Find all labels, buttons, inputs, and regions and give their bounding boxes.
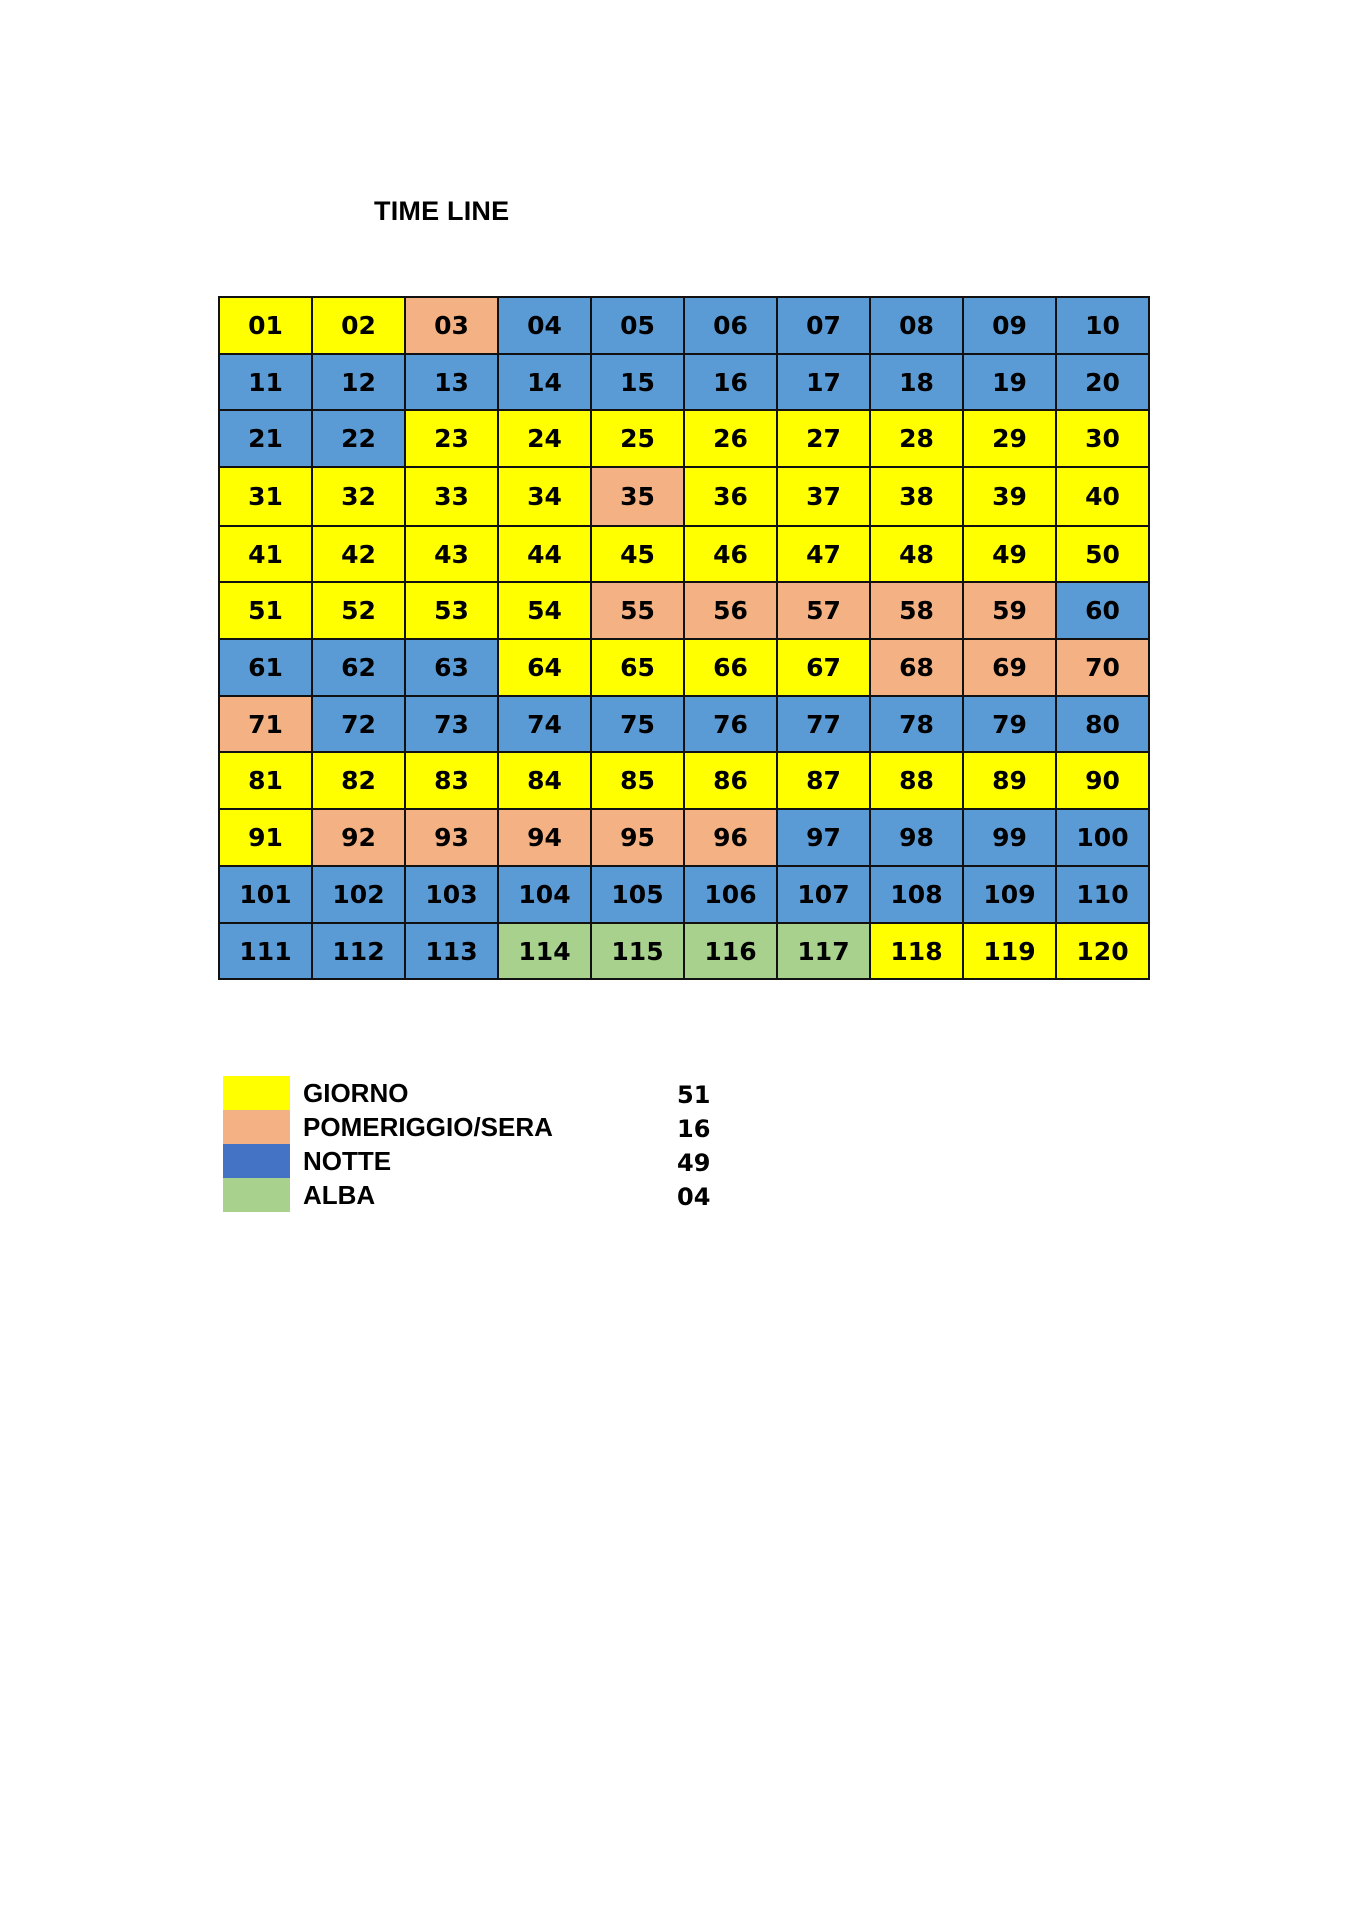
- timeline-cell: 72: [313, 697, 406, 753]
- timeline-cell: 52: [313, 583, 406, 640]
- timeline-cell: 113: [406, 924, 499, 980]
- timeline-cell: 114: [499, 924, 592, 980]
- timeline-cell: 49: [964, 527, 1057, 583]
- timeline-cell: 85: [592, 753, 685, 810]
- timeline-cell: 35: [592, 468, 685, 527]
- timeline-cell: 18: [871, 355, 964, 411]
- timeline-cell: 43: [406, 527, 499, 583]
- legend-count: 04: [677, 1183, 711, 1211]
- timeline-cell: 58: [871, 583, 964, 640]
- legend-row: [223, 1178, 823, 1212]
- timeline-cell: 46: [685, 527, 778, 583]
- timeline-cell: 30: [1057, 411, 1150, 468]
- timeline-cell: 42: [313, 527, 406, 583]
- timeline-cell: 28: [871, 411, 964, 468]
- timeline-cell: 94: [499, 810, 592, 867]
- timeline-cell: 77: [778, 697, 871, 753]
- timeline-cell: 101: [220, 867, 313, 924]
- timeline-cell: 91: [220, 810, 313, 867]
- timeline-cell: 109: [964, 867, 1057, 924]
- timeline-cell: 04: [499, 298, 592, 355]
- timeline-cell: 66: [685, 640, 778, 697]
- timeline-cell: 86: [685, 753, 778, 810]
- timeline-cell: 106: [685, 867, 778, 924]
- timeline-cell: 33: [406, 468, 499, 527]
- timeline-cell: 56: [685, 583, 778, 640]
- timeline-cell: 34: [499, 468, 592, 527]
- timeline-cell: 19: [964, 355, 1057, 411]
- timeline-cell: 61: [220, 640, 313, 697]
- timeline-cell: 97: [778, 810, 871, 867]
- timeline-cell: 105: [592, 867, 685, 924]
- timeline-cell: 67: [778, 640, 871, 697]
- timeline-cell: 68: [871, 640, 964, 697]
- timeline-cell: 29: [964, 411, 1057, 468]
- legend-swatch: [223, 1076, 290, 1110]
- timeline-cell: 84: [499, 753, 592, 810]
- timeline-cell: 60: [1057, 583, 1150, 640]
- timeline-cell: 102: [313, 867, 406, 924]
- timeline-cell: 79: [964, 697, 1057, 753]
- timeline-cell: 50: [1057, 527, 1150, 583]
- timeline-cell: 05: [592, 298, 685, 355]
- timeline-cell: 38: [871, 468, 964, 527]
- timeline-cell: 108: [871, 867, 964, 924]
- timeline-cell: 09: [964, 298, 1057, 355]
- timeline-cell: 70: [1057, 640, 1150, 697]
- timeline-grid: [218, 296, 1150, 980]
- timeline-cell: 41: [220, 527, 313, 583]
- timeline-cell: 08: [871, 298, 964, 355]
- timeline-cell: 16: [685, 355, 778, 411]
- timeline-cell: 01: [220, 298, 313, 355]
- timeline-cell: 22: [313, 411, 406, 468]
- legend-row: [223, 1076, 823, 1110]
- timeline-cell: 89: [964, 753, 1057, 810]
- timeline-cell: 88: [871, 753, 964, 810]
- timeline-cell: 37: [778, 468, 871, 527]
- timeline-cell: 32: [313, 468, 406, 527]
- timeline-cell: 02: [313, 298, 406, 355]
- timeline-cell: 100: [1057, 810, 1150, 867]
- timeline-cell: 76: [685, 697, 778, 753]
- timeline-cell: 17: [778, 355, 871, 411]
- timeline-cell: 95: [592, 810, 685, 867]
- timeline-cell: 75: [592, 697, 685, 753]
- timeline-cell: 11: [220, 355, 313, 411]
- timeline-cell: 31: [220, 468, 313, 527]
- page-title: TIME LINE: [374, 196, 510, 226]
- timeline-cell: 10: [1057, 298, 1150, 355]
- timeline-cell: 55: [592, 583, 685, 640]
- timeline-cell: 45: [592, 527, 685, 583]
- timeline-cell: 99: [964, 810, 1057, 867]
- timeline-cell: 74: [499, 697, 592, 753]
- legend-row: [223, 1144, 823, 1178]
- timeline-cell: 104: [499, 867, 592, 924]
- timeline-cell: 116: [685, 924, 778, 980]
- legend-row: [223, 1110, 823, 1144]
- timeline-cell: 14: [499, 355, 592, 411]
- timeline-cell: 47: [778, 527, 871, 583]
- timeline-cell: 103: [406, 867, 499, 924]
- timeline-cell: 87: [778, 753, 871, 810]
- timeline-cell: 92: [313, 810, 406, 867]
- timeline-cell: 112: [313, 924, 406, 980]
- timeline-cell: 07: [778, 298, 871, 355]
- timeline-cell: 59: [964, 583, 1057, 640]
- timeline-cell: 12: [313, 355, 406, 411]
- timeline-cell: 96: [685, 810, 778, 867]
- timeline-cell: 13: [406, 355, 499, 411]
- timeline-cell: 54: [499, 583, 592, 640]
- timeline-cell: 82: [313, 753, 406, 810]
- timeline-cell: 62: [313, 640, 406, 697]
- timeline-cell: 80: [1057, 697, 1150, 753]
- timeline-cell: 15: [592, 355, 685, 411]
- timeline-cell: 20: [1057, 355, 1150, 411]
- timeline-cell: 06: [685, 298, 778, 355]
- timeline-cell: 81: [220, 753, 313, 810]
- timeline-cell: 98: [871, 810, 964, 867]
- timeline-cell: 83: [406, 753, 499, 810]
- timeline-cell: 25: [592, 411, 685, 468]
- timeline-cell: 90: [1057, 753, 1150, 810]
- timeline-cell: 27: [778, 411, 871, 468]
- timeline-cell: 63: [406, 640, 499, 697]
- legend-label: ALBA: [303, 1180, 376, 1210]
- timeline-cell: 53: [406, 583, 499, 640]
- timeline-cell: 23: [406, 411, 499, 468]
- timeline-cell: 65: [592, 640, 685, 697]
- legend: [223, 1076, 823, 1212]
- timeline-cell: 107: [778, 867, 871, 924]
- timeline-cell: 39: [964, 468, 1057, 527]
- timeline-cell: 48: [871, 527, 964, 583]
- timeline-cell: 120: [1057, 924, 1150, 980]
- timeline-cell: 117: [778, 924, 871, 980]
- timeline-cell: 44: [499, 527, 592, 583]
- timeline-cell: 93: [406, 810, 499, 867]
- legend-swatch: [223, 1178, 290, 1212]
- timeline-cell: 24: [499, 411, 592, 468]
- legend-swatch: [223, 1144, 290, 1178]
- timeline-cell: 51: [220, 583, 313, 640]
- timeline-cell: 69: [964, 640, 1057, 697]
- legend-label: NOTTE: [303, 1146, 392, 1176]
- legend-count: 16: [677, 1115, 711, 1143]
- timeline-cell: 57: [778, 583, 871, 640]
- timeline-cell: 36: [685, 468, 778, 527]
- timeline-cell: 73: [406, 697, 499, 753]
- legend-label: GIORNO: [303, 1078, 409, 1108]
- timeline-cell: 40: [1057, 468, 1150, 527]
- legend-count: 51: [677, 1081, 711, 1109]
- timeline-cell: 111: [220, 924, 313, 980]
- legend-label: POMERIGGIO/SERA: [303, 1112, 553, 1142]
- timeline-cell: 64: [499, 640, 592, 697]
- timeline-cell: 110: [1057, 867, 1150, 924]
- legend-count: 49: [677, 1149, 711, 1177]
- legend-swatch: [223, 1110, 290, 1144]
- timeline-cell: 71: [220, 697, 313, 753]
- timeline-cell: 115: [592, 924, 685, 980]
- timeline-cell: 26: [685, 411, 778, 468]
- timeline-cell: 78: [871, 697, 964, 753]
- timeline-cell: 118: [871, 924, 964, 980]
- timeline-cell: 21: [220, 411, 313, 468]
- timeline-cell: 119: [964, 924, 1057, 980]
- timeline-cell: 03: [406, 298, 499, 355]
